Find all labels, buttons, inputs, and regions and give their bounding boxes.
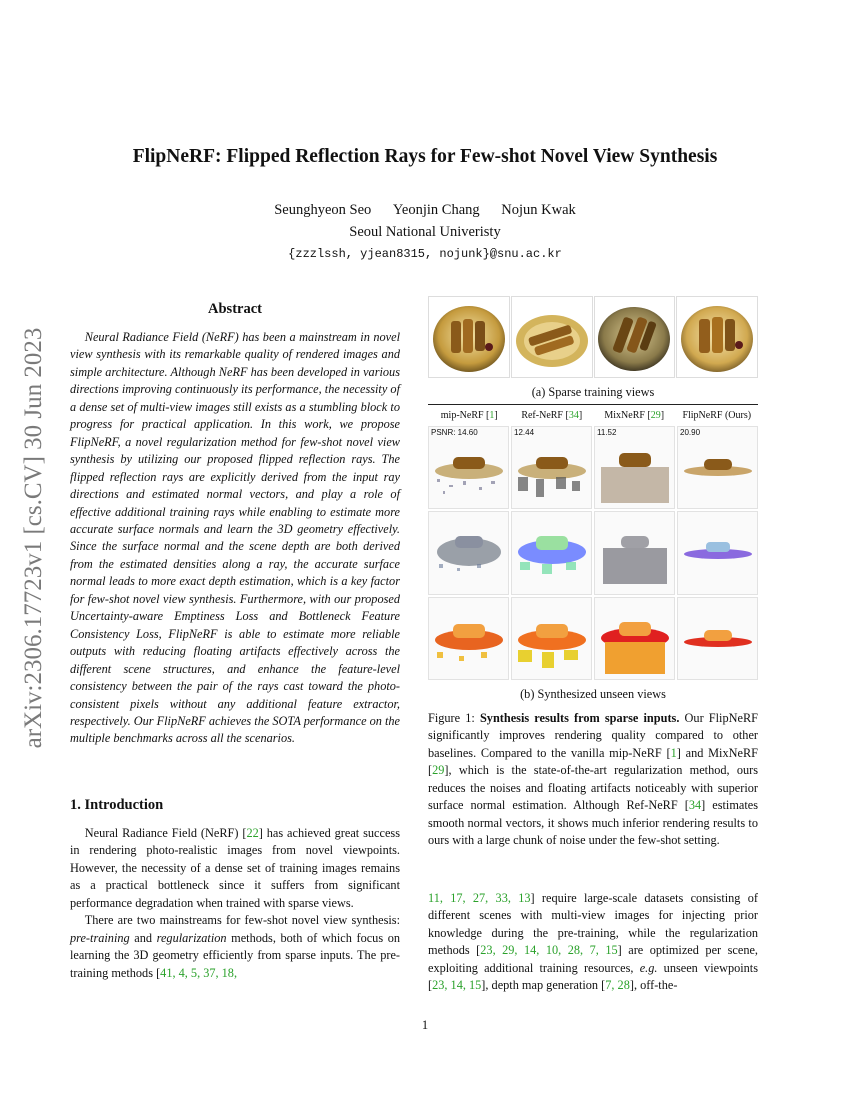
normal-render [511, 511, 592, 594]
method-labels [428, 410, 758, 421]
citation-link[interactable]: 34 [688, 798, 702, 813]
introduction-continued: 11, 17, 27, 33, 13] require large-scale datasets consisting of different scenes with multi-view images for injecting prior knowledge during the pre-training, while the regularization methods [23, 29, 14, 10, 28, 7, 15] are optimized per scene, exploiting additional training resources, e.g. unseen viewpoints [23, 14, 15], depth map generation [7, 28], off-the- [428, 891, 759, 993]
training-view-image [428, 296, 510, 378]
citation-link[interactable]: 1 [489, 410, 495, 421]
depth-render [428, 597, 509, 680]
depth-render [677, 597, 758, 680]
rgb-render [428, 426, 509, 509]
rgb-render [511, 426, 592, 509]
arxiv-stamp-text: arXiv:2306.17723v1 [cs.CV] 30 Jun 2023 [20, 327, 47, 749]
citation-link[interactable]: 11, 17, 27, 33, 13 [428, 891, 531, 905]
citation-link[interactable]: 7, 28 [605, 978, 630, 993]
citation-link[interactable]: 1 [670, 745, 677, 760]
method-label: mip-NeRF [1] [440, 410, 498, 421]
normal-render [428, 511, 509, 594]
citation-link[interactable]: 29 [432, 763, 445, 778]
normal-render [677, 511, 758, 594]
paper-title: FlipNeRF: Flipped Reflection Rays for Few-shot Novel View Synthesis [132, 146, 718, 167]
figure-caption: Figure 1: Synthesis results from sparse inputs. Our FlipNeRF significantly improves rendering quality compared to other baselines. Compared to the vanilla mip-NeRF [1] and MixNeRF [29], which is the state-of-the-art regularization method, ours reduces the noises and floating artifacts noticeably with superior surface normal estimation. Although Ref-NeRF [34] estimates smooth normal vectors, it shows much inferior rendering results to ours with a large chunk of noise under the few-shot setting. [428, 711, 758, 848]
page-number: 1 [421, 1018, 429, 1032]
citation-link[interactable]: 23, 29, 14, 10, 28, 7, 15 [480, 943, 618, 958]
method-label: Ref-NeRF [34] [521, 410, 583, 421]
rgb-render [677, 426, 758, 509]
paragraph: There are two mainstreams for few-shot novel view synthesis: pre-training and regularization methods, both of which focus on learning the 3D geometry efficiently from sparse inputs. The pre-training methods [41, 4, 5, 37, 18, [70, 913, 401, 980]
training-view-image [511, 296, 593, 378]
method-label: MixNeRF [29] [604, 410, 665, 421]
rgb-render [594, 426, 675, 509]
citation-link[interactable]: 29 [650, 410, 661, 421]
section-heading-introduction: 1. Introduction [70, 797, 164, 813]
author-email: {zzzlssh, yjean8315, nojunk}@snu.ac.kr [288, 247, 562, 261]
citation-link[interactable]: 34 [568, 410, 579, 421]
training-view-image [594, 296, 676, 378]
introduction-body [70, 825, 400, 982]
citation-link[interactable]: 23, 14, 15 [432, 978, 482, 993]
abstract-heading: Abstract [208, 301, 262, 317]
citation-link[interactable]: 22 [246, 826, 259, 840]
author-list [0, 202, 850, 219]
figure-divider [428, 404, 758, 405]
synthesized-views-grid [428, 426, 758, 680]
author-name: Yeonjin Chang [392, 202, 480, 218]
psnr-value: 20.90 [680, 428, 701, 437]
psnr-value: PSNR: 14.60 [431, 428, 478, 437]
psnr-value: 12.44 [514, 428, 535, 437]
training-view-image [676, 296, 758, 378]
depth-render [594, 597, 675, 680]
citation-link[interactable]: 41, 4, 5, 37, 18, [160, 965, 238, 980]
normal-render [594, 511, 675, 594]
paragraph: Neural Radiance Field (NeRF) [22] has achieved great success in rendering photo-realistic images from novel viewpoints. However, the necessity of a dense set of training images remains as a practical bottleneck since it suffers from significant performance degradation when trained with sparse views. [70, 826, 400, 910]
depth-render [511, 597, 592, 680]
figure-subcaption-b: (b) Synthesized unseen views [520, 687, 666, 701]
training-views-row [428, 296, 758, 376]
psnr-value: 11.52 [597, 428, 617, 437]
figure-subcaption-a: (a) Sparse training views [531, 385, 655, 399]
affiliation: Seoul National Univeristy [349, 224, 501, 240]
abstract-text: Neural Radiance Field (NeRF) has been a mainstream in novel view synthesis with its remarkable quality of rendered images and simple architecture. Although NeRF has been developed in various directions improving continuously its performance, the necessity of a dense set of multi-view images still exists as a stumbling block to progress for practical application. In this work, we propose FlipNeRF, a novel regularization method for few-shot novel view synthesis by utilizing our proposed flipped reflection rays. The flipped reflection rays are explicitly derived from the input ray directions and estimated normal vectors, and play a role of effective additional training rays while enabling to estimate more accurate surface normals and learn the 3D geometry effectively. Since the surface normal and the scene depth are both derived from the estimated densities along a ray, the accurate surface normal leads to more exact depth estimation, which is a key factor for few-shot novel view synthesis. Furthermore, with our proposed Uncertainty-aware Emptiness Loss and Bottleneck Feature Consistency Loss, FlipNeRF is able to estimate more reliable outputs with reducing floating artifacts effectively across the different scene structures, and enhance the feature-level consistency between the pair of the rays cast toward the photo-consistent pixels without any additional feature extractor, respectively. Our FlipNeRF achieves the SOTA performance on the multiple benchmarks across all the scenarios. [70, 330, 400, 746]
method-label: FlipNeRF (Ours) [682, 410, 752, 421]
author-name: Seunghyeon Seo [274, 202, 372, 218]
author-name: Nojun Kwak [501, 202, 576, 218]
arxiv-stamp [14, 298, 54, 778]
